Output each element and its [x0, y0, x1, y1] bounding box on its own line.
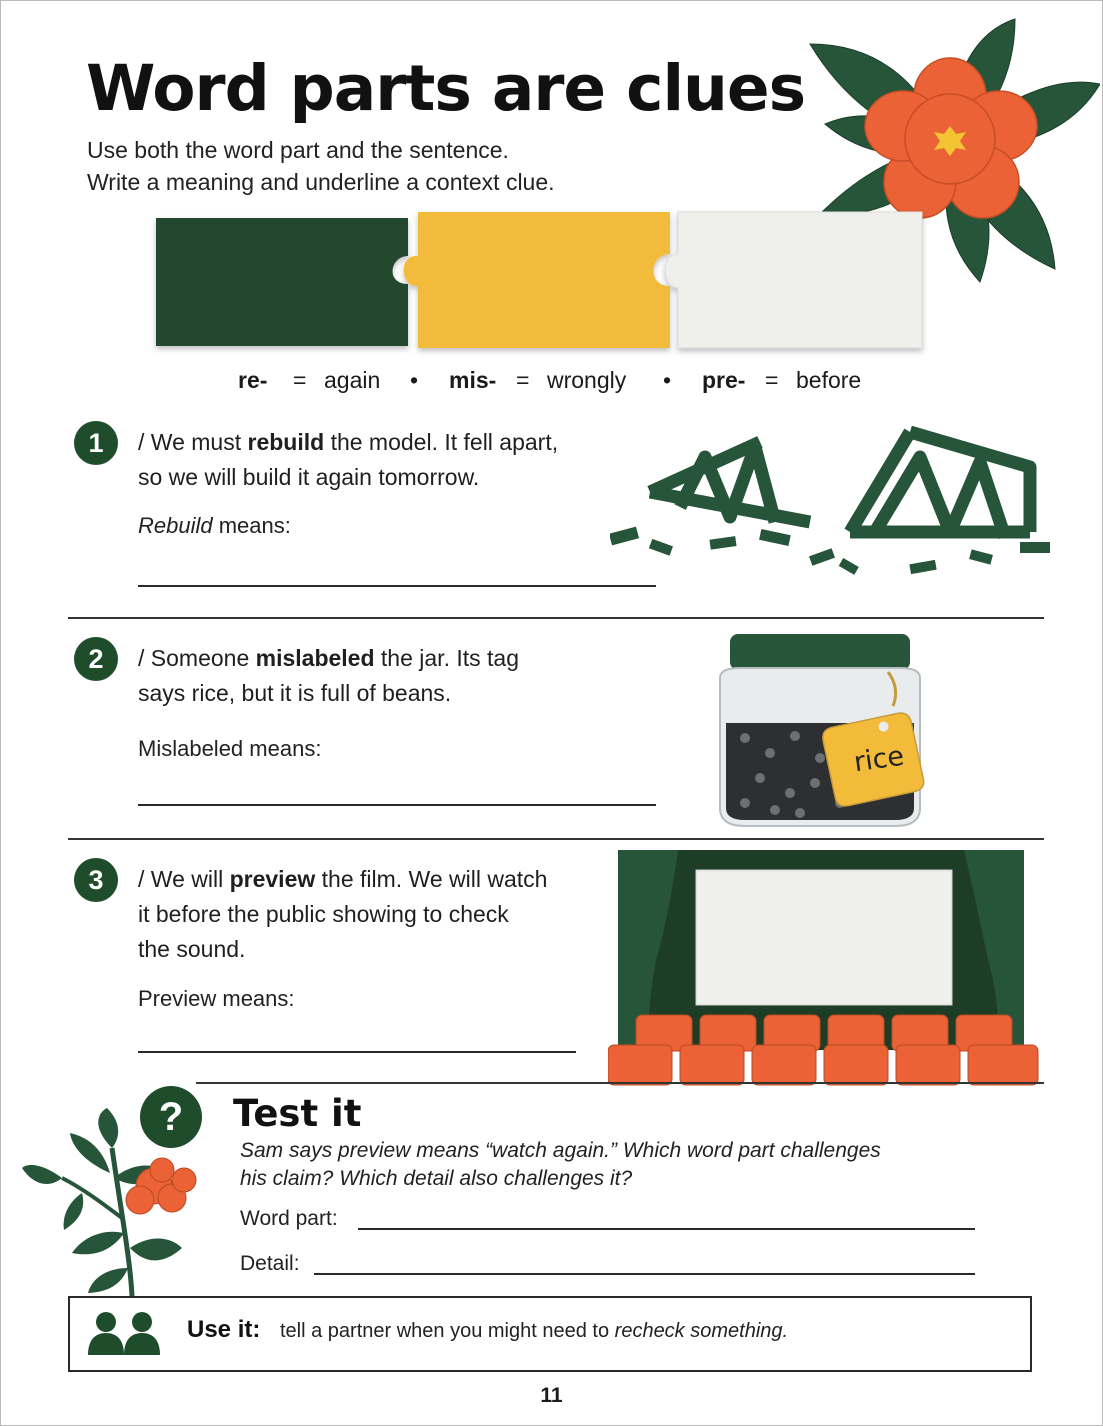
movie-theater-icon [608, 850, 1044, 1086]
slash: / [138, 429, 145, 455]
means-word: Mislabeled [138, 736, 244, 761]
partners-icon [88, 1311, 160, 1355]
puzzle-strip-illustration [150, 208, 930, 358]
use-it-italic-text: recheck something. [614, 1320, 789, 1342]
target-word-mislabeled: mislabeled [255, 645, 375, 671]
sentence-rest: the model. It fell apart, [330, 429, 559, 455]
legend-equals: = [293, 367, 307, 393]
test-prompt-line-2: his claim? Which detail also challenges it? [240, 1167, 633, 1190]
page-title: Word parts are clues [86, 52, 806, 125]
use-it-text [280, 1320, 788, 1343]
question-2-text [138, 641, 519, 711]
question-1-text [138, 425, 558, 495]
answer-line-2[interactable] [138, 804, 656, 806]
legend-separator: • [663, 367, 672, 393]
sentence-line-2: it before the public showing to check [138, 901, 509, 927]
legend-prefix-mis: mis- [449, 367, 497, 393]
jar-of-beans-icon [700, 628, 950, 834]
slash: / [138, 866, 145, 892]
detail-answer-line[interactable] [314, 1273, 975, 1275]
detail-label: Detail: [240, 1252, 300, 1275]
target-word-rebuild: rebuild [247, 429, 325, 455]
white-puzzle-piece [665, 212, 922, 348]
test-prompt-line-1: Sam says preview means “watch again.” Which word part challenges [240, 1139, 881, 1162]
question-number-badge: 1 [74, 421, 118, 465]
page-number: 11 [540, 1384, 563, 1407]
means-suffix: means: [249, 736, 322, 761]
instruction-line-1: Use both the word part and the sentence. [87, 137, 509, 163]
question-number-badge: 2 [74, 637, 118, 681]
section-divider [68, 617, 1044, 619]
means-label [138, 736, 321, 762]
slash: / [138, 645, 145, 671]
legend-equals: = [516, 367, 530, 393]
sentence-rest: the jar. Its tag [380, 645, 520, 671]
question-3-text [138, 862, 547, 967]
use-it-plain-text: tell a partner when you might need to [280, 1320, 610, 1342]
sentence-line-3: the sound. [138, 936, 246, 962]
legend-prefix-re: re- [238, 367, 268, 393]
means-word: Rebuild [138, 513, 213, 538]
means-word: Preview [138, 986, 217, 1011]
sentence-start: We will [150, 866, 224, 892]
answer-line-3[interactable] [138, 1051, 576, 1053]
legend-meaning-again: again [324, 367, 381, 393]
word-part-label: Word part: [240, 1207, 338, 1230]
legend-equals: = [765, 367, 779, 393]
test-it-prompt [240, 1137, 881, 1193]
jar-tag-label: rice [852, 740, 906, 779]
means-label [138, 986, 295, 1012]
question-mark-icon: ? [140, 1086, 202, 1148]
broken-bridge-icon [610, 412, 1060, 582]
answer-line-1[interactable] [138, 585, 656, 587]
sentence-line-2: so we will build it again tomorrow. [138, 464, 480, 490]
test-it-title: Test it [233, 1092, 362, 1135]
sentence-start: We must [150, 429, 242, 455]
sentence-rest: the film. We will watch [321, 866, 548, 892]
legend-meaning-before: before [796, 367, 862, 393]
section-divider [68, 838, 1044, 840]
word-part-answer-line[interactable] [358, 1228, 975, 1230]
green-puzzle-piece [156, 218, 408, 346]
sentence-start: Someone [150, 645, 250, 671]
means-suffix: means: [222, 986, 295, 1011]
question-number-badge: 3 [74, 858, 118, 902]
means-label [138, 513, 291, 539]
yellow-puzzle-piece [404, 212, 670, 348]
legend-separator: • [410, 367, 419, 393]
target-word-preview: preview [229, 866, 316, 892]
legend-prefix-pre: pre- [702, 367, 746, 393]
section-divider [196, 1082, 1044, 1084]
use-it-label: Use it: [187, 1316, 261, 1343]
instruction-line-2: Write a meaning and underline a context clue. [87, 169, 555, 195]
means-suffix: means: [218, 513, 291, 538]
legend-meaning-wrongly: wrongly [547, 367, 627, 393]
sentence-line-2: says rice, but it is full of beans. [138, 680, 452, 706]
flower-plant-icon [22, 1108, 212, 1296]
